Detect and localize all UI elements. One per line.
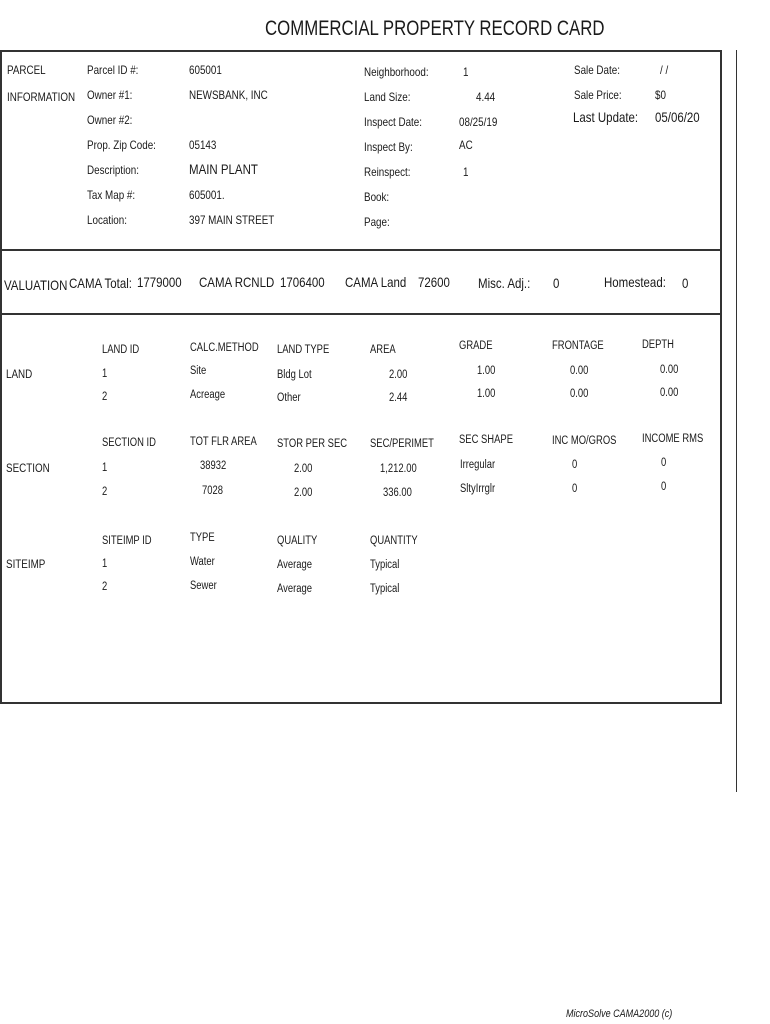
frame-bottom-line (0, 702, 722, 704)
siteimp-id-cell: 2 (102, 581, 108, 593)
zip-code-value: 05143 (189, 138, 217, 152)
misc-adj-value: 0 (553, 275, 560, 291)
quantity-cell: Typical (370, 583, 400, 595)
reinspect-label: Reinspect: (364, 165, 411, 179)
sec-perimet-cell: 336.00 (383, 487, 412, 499)
frame-right-line (720, 50, 722, 704)
section-header-section-id: SECTION ID (102, 437, 156, 449)
inspect-date-label: Inspect Date: (364, 115, 422, 129)
tax-map-value: 605001. (189, 188, 225, 202)
last-update-label: Last Update: (573, 109, 639, 125)
section-header-inc-mo-gros: INC MO/GROS (552, 435, 617, 447)
book-label: Book: (364, 190, 390, 204)
frame-left-line (0, 50, 2, 704)
income-rms-cell: 0 (661, 481, 667, 493)
sec-shape-cell: SltyIrrglr (460, 483, 496, 495)
sale-price-value: $0 (655, 88, 666, 102)
tax-map-label: Tax Map #: (87, 188, 136, 202)
homestead-value: 0 (682, 275, 689, 291)
inspect-by-value: AC (459, 138, 473, 152)
inspect-date-value: 08/25/19 (459, 115, 498, 129)
sec-shape-cell: Irregular (460, 459, 496, 471)
sale-date-value: / / (660, 63, 669, 77)
frontage-cell: 0.00 (570, 388, 589, 400)
siteimp-header-quality: QUALITY (277, 535, 318, 547)
depth-cell: 0.00 (660, 387, 679, 399)
land-size-value: 4.44 (476, 90, 496, 104)
land-type-cell: Bldg Lot (277, 369, 312, 381)
stor-per-sec-cell: 2.00 (294, 463, 313, 475)
parcel-id-label: Parcel ID #: (87, 63, 139, 77)
sale-date-label: Sale Date: (574, 63, 620, 77)
land-section-label: LAND (6, 367, 33, 381)
parcel-divider-line (0, 249, 722, 251)
type-cell: Sewer (190, 580, 217, 592)
frame-top-line (0, 50, 722, 52)
location-label: Location: (87, 213, 127, 227)
depth-cell: 0.00 (660, 364, 679, 376)
quality-cell: Average (277, 583, 312, 595)
last-update-value: 05/06/20 (655, 109, 700, 125)
section-id-cell: 1 (102, 462, 108, 474)
cama-total-value: 1779000 (137, 274, 182, 290)
land-header-land-type: LAND TYPE (277, 344, 330, 356)
inc-mo-gros-cell: 0 (572, 483, 578, 495)
land-type-cell: Other (277, 392, 301, 404)
parcel-section-label: PARCEL (7, 63, 46, 77)
land-header-area: AREA (370, 344, 396, 356)
section-header-sec-perimet: SEC/PERIMET (370, 438, 434, 450)
tot-flr-area-cell: 7028 (202, 485, 223, 497)
neighborhood-value: 1 (463, 65, 469, 79)
quality-cell: Average (277, 559, 312, 571)
page-edge-line (736, 50, 737, 792)
parcel-id-value: 605001 (189, 63, 222, 77)
calc-method-cell: Site (190, 365, 207, 377)
homestead-label: Homestead: (604, 274, 666, 290)
section-header-income-rms: INCOME RMS (642, 433, 704, 445)
cama-rcnld-value: 1706400 (280, 274, 325, 290)
income-rms-cell: 0 (661, 457, 667, 469)
section-section-label: SECTION (6, 461, 50, 475)
land-header-frontage: FRONTAGE (552, 340, 604, 352)
frontage-cell: 0.00 (570, 365, 589, 377)
location-value: 397 MAIN STREET (189, 213, 275, 227)
stor-per-sec-cell: 2.00 (294, 487, 313, 499)
land-header-land-id: LAND ID (102, 344, 140, 356)
valuation-divider-line (0, 313, 722, 315)
siteimp-header-siteimp-id: SITEIMP ID (102, 535, 152, 547)
owner1-label: Owner #1: (87, 88, 133, 102)
siteimp-section-label: SITEIMP (6, 557, 46, 571)
area-cell: 2.44 (389, 392, 408, 404)
section-id-cell: 2 (102, 486, 108, 498)
cama-land-value: 72600 (418, 274, 450, 290)
calc-method-cell: Acreage (190, 389, 226, 401)
neighborhood-label: Neighborhood: (364, 65, 429, 79)
owner1-value: NEWSBANK, INC (189, 88, 268, 102)
tot-flr-area-cell: 38932 (200, 460, 227, 472)
page-title: COMMERCIAL PROPERTY RECORD CARD (265, 17, 605, 40)
footer-credit: MicroSolve CAMA2000 (c) (566, 1008, 673, 1020)
owner2-label: Owner #2: (87, 113, 133, 127)
type-cell: Water (190, 556, 215, 568)
siteimp-header-type: TYPE (190, 532, 215, 544)
description-label: Description: (87, 163, 139, 177)
reinspect-value: 1 (463, 165, 469, 179)
information-section-label: INFORMATION (7, 90, 76, 104)
inc-mo-gros-cell: 0 (572, 459, 578, 471)
cama-total-label: CAMA Total: (69, 275, 132, 291)
page-label: Page: (364, 215, 390, 229)
land-header-depth: DEPTH (642, 339, 674, 351)
area-cell: 2.00 (389, 369, 408, 381)
grade-cell: 1.00 (477, 365, 496, 377)
section-header-stor-per-sec: STOR PER SEC (277, 438, 348, 450)
sec-perimet-cell: 1,212.00 (380, 463, 417, 475)
land-id-cell: 1 (102, 368, 108, 380)
land-id-cell: 2 (102, 391, 108, 403)
cama-rcnld-label: CAMA RCNLD (199, 274, 275, 290)
sale-price-label: Sale Price: (574, 88, 622, 102)
misc-adj-label: Misc. Adj.: (478, 275, 531, 291)
section-header-tot-flr-area: TOT FLR AREA (190, 436, 257, 448)
valuation-section-label: VALUATION (4, 277, 68, 293)
section-header-sec-shape: SEC SHAPE (459, 434, 513, 446)
grade-cell: 1.00 (477, 388, 496, 400)
inspect-by-label: Inspect By: (364, 140, 413, 154)
land-header-grade: GRADE (459, 340, 493, 352)
description-value: MAIN PLANT (189, 161, 258, 177)
land-header-calc-method: CALC.METHOD (190, 342, 259, 354)
siteimp-id-cell: 1 (102, 558, 108, 570)
land-size-label: Land Size: (364, 90, 411, 104)
cama-land-label: CAMA Land (345, 274, 407, 290)
zip-code-label: Prop. Zip Code: (87, 138, 156, 152)
siteimp-header-quantity: QUANTITY (370, 535, 418, 547)
quantity-cell: Typical (370, 559, 400, 571)
